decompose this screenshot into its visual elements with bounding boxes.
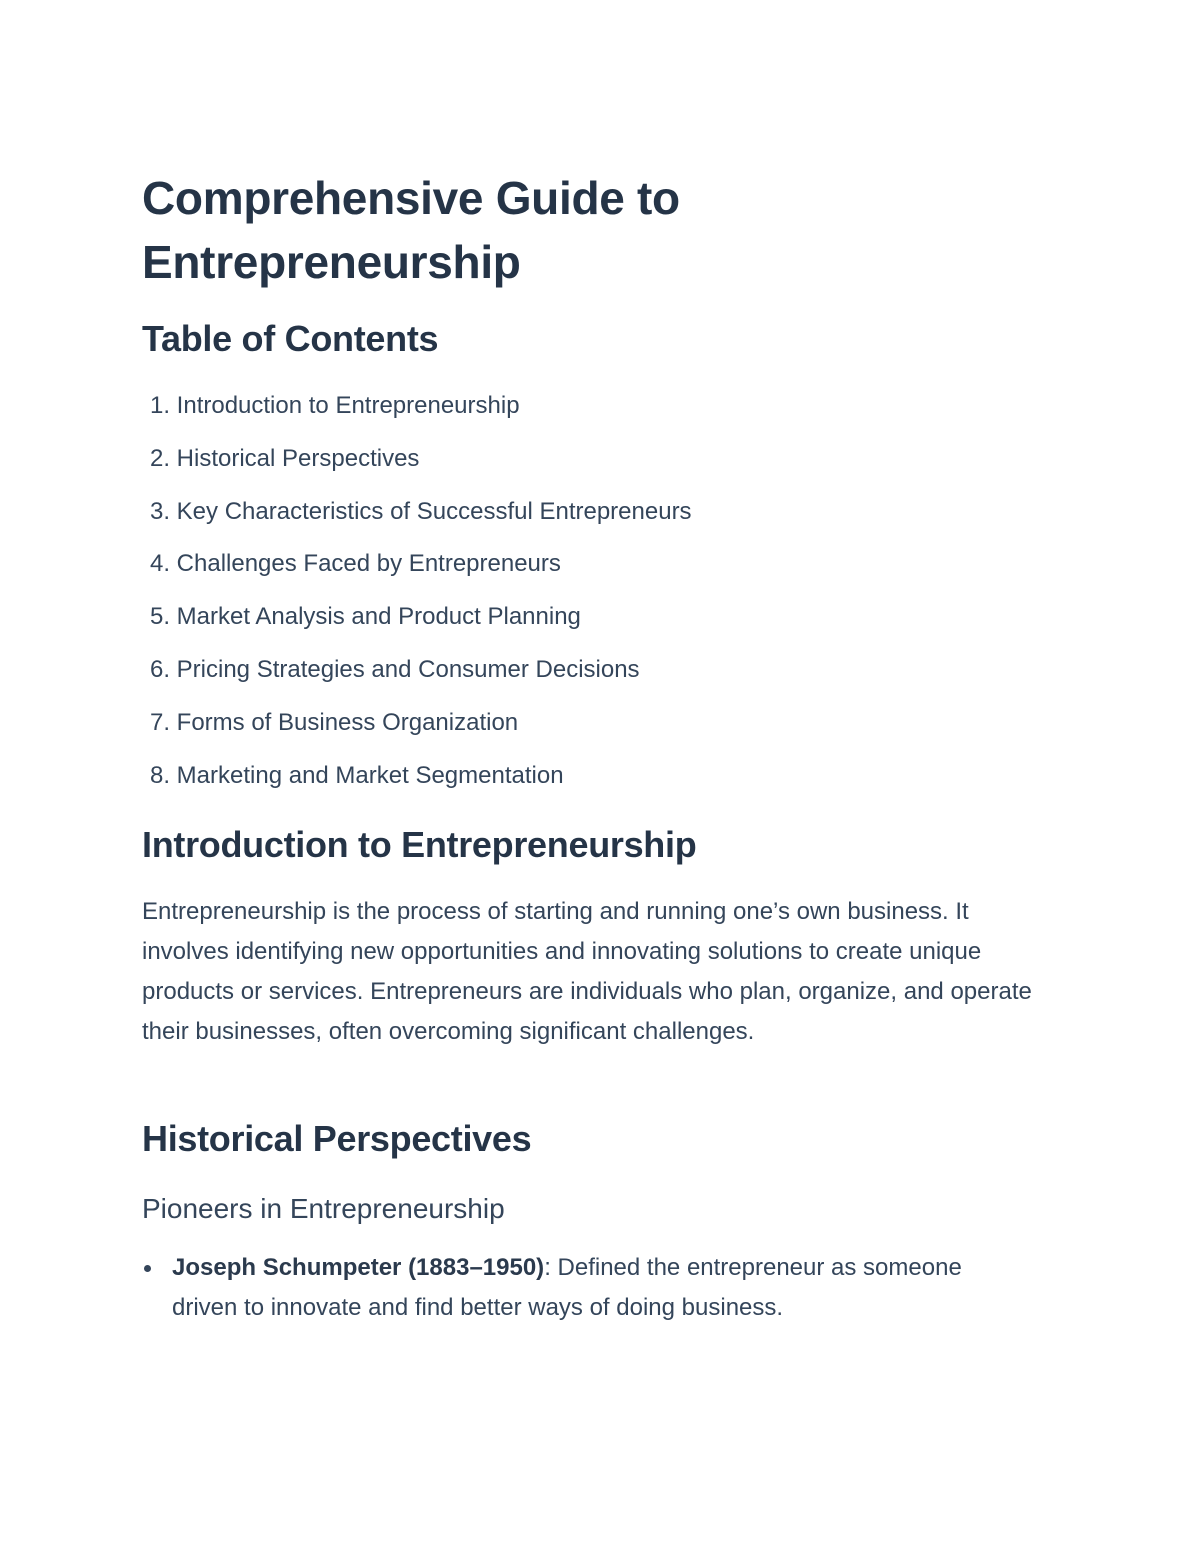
toc-item-number: 4. [149,550,170,578]
history-heading: Historical Perspectives [142,1118,532,1159]
toc-item-label: Forms of Business Organization [176,708,519,736]
toc-item[interactable] [142,546,692,599]
toc-item-number: 5. [149,603,170,631]
toc-item-label: Key Characteristics of Successful Entrepreneurs [176,497,692,525]
intro-heading: Introduction to Entrepreneurship [142,824,697,865]
table-of-contents [142,388,692,810]
pioneer-name: Joseph Schumpeter (1883–1950) [172,1254,545,1281]
toc-item[interactable] [142,599,692,652]
toc-item[interactable] [142,705,692,758]
toc-item-number: 3. [149,497,170,525]
toc-item[interactable] [142,388,692,441]
toc-item[interactable] [142,441,692,494]
intro-paragraph: Entrepreneurship is the process of starting and running one’s own business. It involves identifying new opportunities and innovating solutions to create unique products or services. Entrepreneurs are individuals who plan, organize, and operate their businesses, often overcoming significant challenges. [142,898,1032,1045]
pioneers-subheading: Pioneers in Entrepreneurship [142,1193,505,1224]
toc-item-number: 7. [149,708,170,736]
bullet-icon [144,1265,151,1272]
toc-item-number: 2. [149,444,170,472]
list-item [142,1248,1022,1328]
toc-item[interactable] [142,758,692,811]
document-title: Comprehensive Guide to Entrepreneurship [142,172,680,288]
toc-item-number: 6. [149,655,170,683]
pioneer-description: : Defined the entrepreneur as someone driven to innovate and find better ways of doing business. [172,1254,962,1321]
toc-item-label: Marketing and Market Segmentation [176,761,564,789]
toc-item-label: Historical Perspectives [176,444,420,472]
toc-item-label: Introduction to Entrepreneurship [176,392,520,419]
toc-item-label: Challenges Faced by Entrepreneurs [176,550,561,578]
toc-heading: Table of Contents [142,318,439,359]
toc-item[interactable] [142,494,692,547]
toc-item-label: Pricing Strategies and Consumer Decisions [176,655,640,683]
toc-item-label: Market Analysis and Product Planning [176,603,581,631]
toc-item-number: 8. [149,761,170,789]
toc-item[interactable] [142,652,692,705]
toc-item-number: 1. [149,392,170,419]
pioneers-list [142,1248,1022,1328]
